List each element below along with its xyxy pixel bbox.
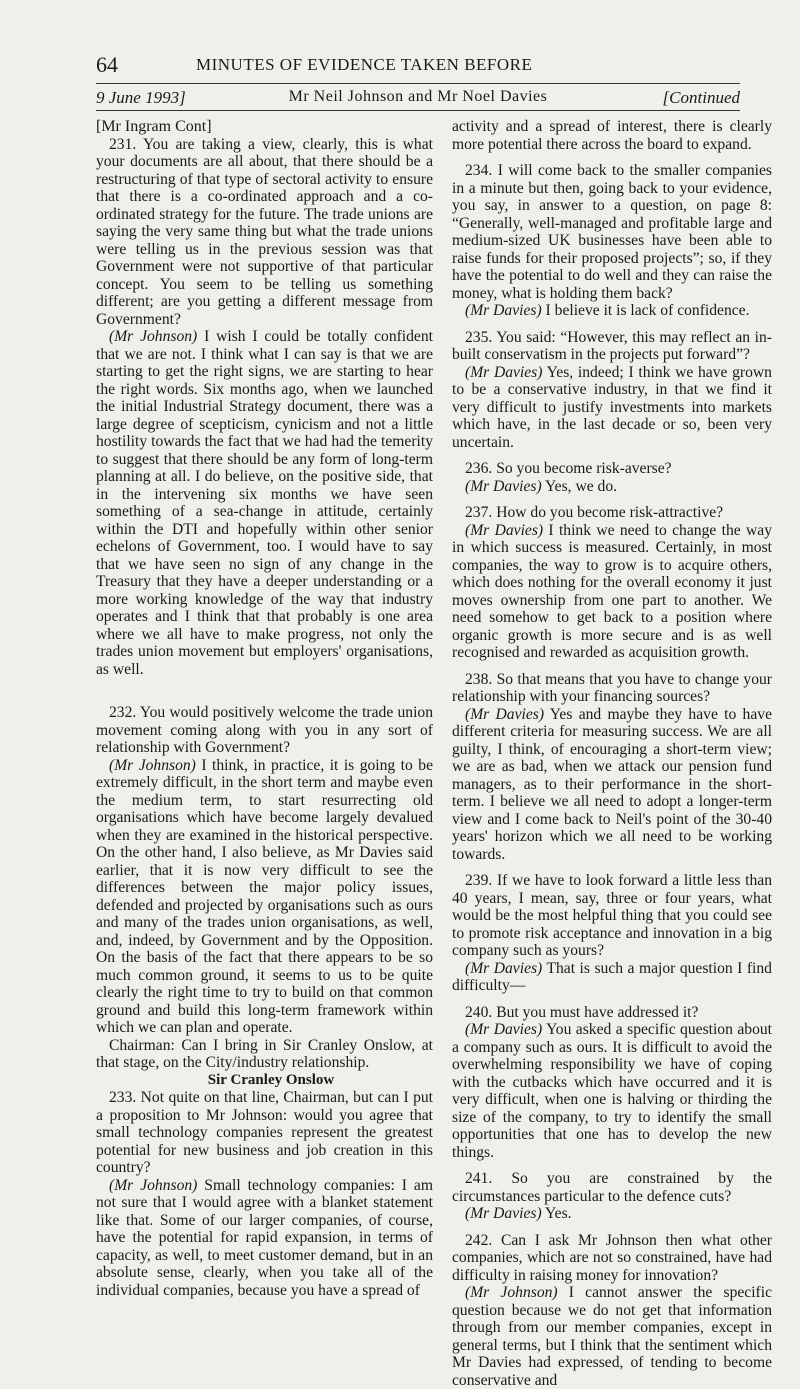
header-rule-bottom xyxy=(96,110,740,111)
answer-text: You asked a specific question about a company such as ours. It is difficult to avoid the overwhelming responsibility we have of coping with the cutbacks which have occurred and it is very difficult, when one is halving or thirding the size of the company, to try to identify the small opportunities that one has to develop the new things. xyxy=(452,1021,772,1161)
answer-speaker: (Mr Davies) xyxy=(465,705,545,723)
answer-238 xyxy=(452,706,772,864)
answer-text: I cannot answer the specific question because we do not get that information through from our member companies, except in general terms, but I think that the sentiment which Mr Davies had expressed, of tending to become conservative and xyxy=(452,1284,772,1389)
answer-speaker: (Mr Davies) xyxy=(465,1205,542,1222)
question-231: 231. You are taking a view, clearly, this is what your documents are all about, that there should be a restructuring of that type of sectoral activity to ensure that there is a co-ordinated approach and a co-ordinated strategy for the future. The trade unions are saying the very same thing but what the trade unions were telling us in the previous session was that Government were not supportive of that particular concept. You seem to be telling us something different; are you getting a different message from Government? xyxy=(96,135,433,328)
sub-header xyxy=(96,88,740,110)
answer-speaker: (Mr Davies) xyxy=(465,363,543,381)
question-238: 238. So that means that you have to change your relationship with your financing sources? xyxy=(452,670,772,705)
answer-text: I think, in practice, it is going to be extremely difficult, in the short term and maybe even the medium term, to start resurrecting old organisations which have become largely devalued when they are examined in the historical perspective. On the other hand, I also believe, as Mr Davies said earlier, that it is now very difficult to see the differences between the major policy issues, defended and projected by organisations such as ours and many of the trades union organisations, as well, and, indeed, by Government and by the Opposition. On the basis of the fact that there appears to be so much common ground, it seems to us to be quite clearly the right time to try to build on that common ground and build this long-term framework within which we can plan and operate. xyxy=(96,756,433,1036)
running-title: MINUTES OF EVIDENCE TAKEN BEFORE xyxy=(196,55,533,74)
answer-speaker: (Mr Davies) xyxy=(465,477,542,495)
answer-text: I wish I could be totally confident that we are not. I think what I can say is that we are starting to get the right signs, we are starting to hear the right words. Six months ago, when we launched the initial Industrial Strategy document, there was a large degree of scepticism, cynicism and not a little hostility towards the fact that we had had the temerity to suggest that there should be any form of long-term planning at all. I do believe, on the positive side, that in the intervening six months we have seen something of a sea-change in attitude, certainly within the DTI and hopefully within other senior echelons of Government, too. I would have to say that we have seen no sign of any change in the Treasury that they have a deeper understanding or a more working knowledge of the way that industry operates and I think that that probably is one area where we all have to make progress, not only the trades union movement but employers' organisations, as well. xyxy=(96,328,433,678)
answer-speaker: (Mr Davies) xyxy=(465,302,542,319)
answer-speaker: (Mr Johnson) xyxy=(109,756,196,774)
continued-text: activity and a spread of interest, there is clearly more potential there across the board to expand. xyxy=(452,118,772,153)
answer-242 xyxy=(452,1284,772,1389)
question-241: 241. So you are constrained by the circumstances particular to the defence cuts? xyxy=(452,1170,772,1205)
page-number: 64 xyxy=(96,52,118,77)
page-header xyxy=(96,52,740,80)
chairman-remark: Chairman: Can I bring in Sir Cranley Onslow, at that stage, on the City/industry relationship. xyxy=(96,1036,433,1071)
question-236: 236. So you become risk-averse? xyxy=(465,460,672,477)
speaker-heading: [Mr Ingram Cont] xyxy=(96,118,212,135)
answer-232 xyxy=(96,757,433,1037)
continued-label: [Continued xyxy=(662,88,740,107)
header-rule-top xyxy=(96,83,740,84)
answer-235 xyxy=(452,364,772,452)
answer-speaker: (Mr Johnson) xyxy=(109,328,198,345)
answer-text: Yes. xyxy=(541,1205,572,1222)
answer-speaker: (Mr Davies) xyxy=(465,959,543,977)
question-233: 233. Not quite on that line, Chairman, but can I put a proposition to Mr Johnson: would you agree that small technology companies represent the greatest potential for new business and job creation in this country? xyxy=(96,1089,433,1176)
answer-text: That is such a major question I find difficulty— xyxy=(452,959,772,994)
answer-240 xyxy=(452,1021,772,1161)
question-242: 242. Can I ask Mr Johnson then what other companies, which are not so constrained, have had difficulty in raising money for innovation? xyxy=(452,1231,772,1284)
answer-text: Small technology companies: I am not sure that I would agree with a blanket statement like that. Some of our larger companies, of course, have the potential for rapid expansion, in terms of capacity, as well, to meet customer demand, but in an absolute sense, clearly, when you take all of the individual companies, because you have a spread of xyxy=(96,1176,433,1299)
answer-speaker: (Mr Davies) xyxy=(465,521,544,539)
answer-233 xyxy=(96,1177,433,1300)
answer-231 xyxy=(96,328,433,678)
answer-text: Yes, indeed; I think we have grown to be a conservative industry, in that we find it very difficult to justify investments into markets which have, in the last decade or so, been very uncertain. xyxy=(452,363,772,451)
answer-speaker: (Mr Johnson) xyxy=(465,1284,558,1301)
answer-text: Yes, we do. xyxy=(541,477,618,495)
answer-speaker: (Mr Davies) xyxy=(465,1021,543,1038)
answer-239 xyxy=(452,960,772,995)
section-heading: Sir Cranley Onslow xyxy=(207,1071,335,1088)
left-column xyxy=(96,118,433,1299)
answer-236 xyxy=(452,478,772,496)
answer-text: I believe it is lack of confidence. xyxy=(541,302,750,319)
answer-237 xyxy=(452,522,772,662)
session-date: 9 June 1993] xyxy=(96,88,186,107)
question-237: 237. How do you become risk-attractive? xyxy=(465,504,724,521)
question-240: 240. But you must have addressed it? xyxy=(465,1003,699,1021)
answer-text: I think we need to change the way in which success is measured. Certainly, in most companies, the way to grow is to acquire others, which does nothing for the overall economy it just moves ownership from one part to another. We need somehow to get back to a position where organic growth is more secure and is as well recognised and rewarded as acquisition growth. xyxy=(452,521,772,661)
answer-234 xyxy=(452,302,772,320)
question-239: 239. If we have to look forward a little less than 40 years, I mean, say, three or four years, what would be the most helpful thing that you could see to promote risk acceptance and innovation in a big company such as yours? xyxy=(452,872,772,959)
question-234: 234. I will come back to the smaller companies in a minute but then, going back to your evidence, you say, in answer to a question, on page 8: “Generally, well-managed and profitable large and medium-sized UK businesses have been able to raise funds for their proposed projects”; so, if they have the potential to do well and they can raise the money, what is holding them back? xyxy=(452,162,772,302)
answer-speaker: (Mr Johnson) xyxy=(109,1176,198,1194)
witness-names: Mr Neil Johnson and Mr Noel Davies xyxy=(288,88,548,105)
right-column xyxy=(452,118,772,1389)
answer-text: Yes and maybe they have to have different criteria for measuring success. We are all guilty, I think, of encouraging a short-term view; we are as bad, when we attack our pension fund managers, as to their performance in the short-term. I believe we all need to adopt a longer-term view and I come back to Neil's point of the 30-40 years' horizon which we all need to be working towards. xyxy=(452,705,772,863)
question-235: 235. You said: “However, this may reflect an in-built conservatism in the projects put forward”? xyxy=(452,328,772,363)
answer-241 xyxy=(452,1205,772,1223)
question-232: 232. You would positively welcome the trade union movement coming along with you in any sort of relationship with Government? xyxy=(96,704,433,756)
